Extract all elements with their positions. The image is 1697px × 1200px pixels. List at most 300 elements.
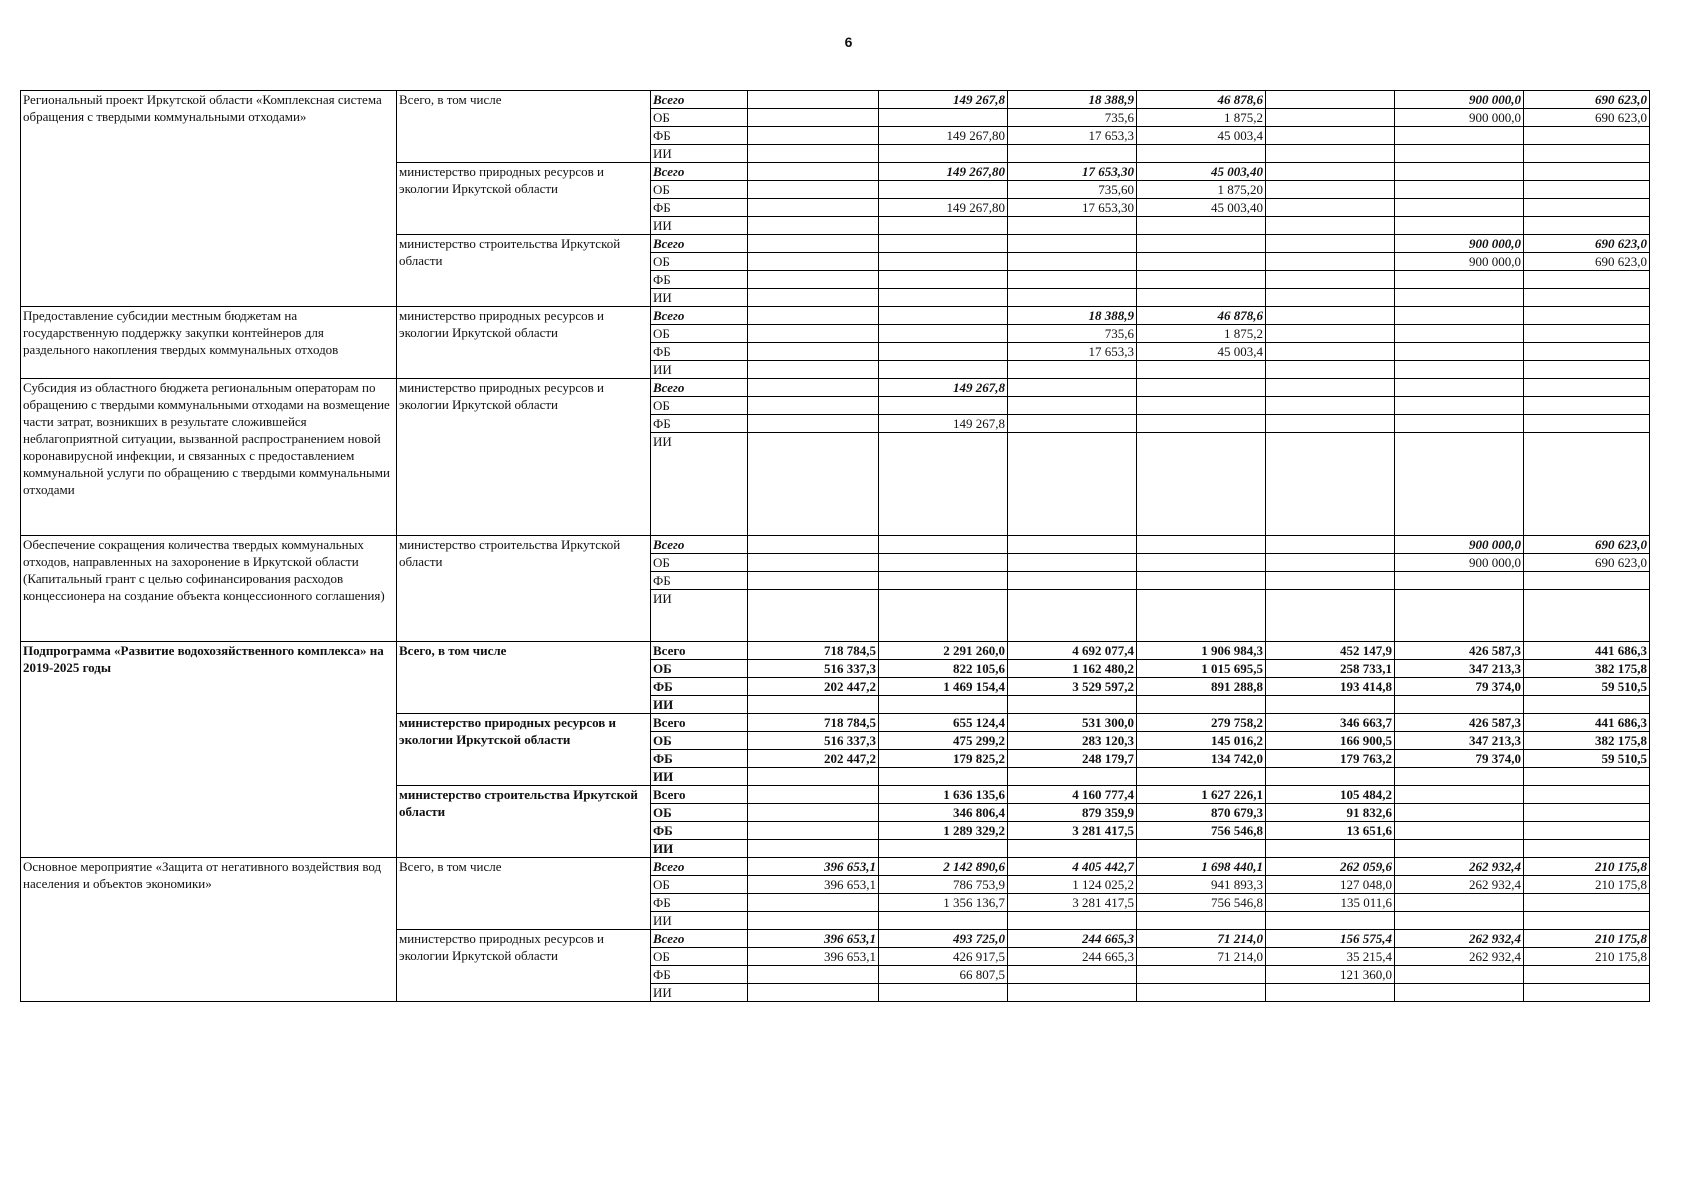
amount-cell — [1395, 289, 1524, 307]
amount-cell — [1395, 415, 1524, 433]
funding-source: ОБ — [651, 876, 748, 894]
amount-cell — [1524, 415, 1650, 433]
amount-cell — [748, 590, 879, 642]
amount-cell: 127 048,0 — [1266, 876, 1395, 894]
amount-cell — [1266, 768, 1395, 786]
funding-source: ОБ — [651, 660, 748, 678]
funding-source: ОБ — [651, 181, 748, 199]
amount-cell — [1137, 840, 1266, 858]
amount-cell — [879, 145, 1008, 163]
amount-cell — [1137, 379, 1266, 397]
amount-cell — [1524, 768, 1650, 786]
funding-source: ОБ — [651, 397, 748, 415]
amount-cell — [879, 554, 1008, 572]
amount-cell — [1524, 379, 1650, 397]
amount-cell — [1008, 415, 1137, 433]
amount-cell — [748, 181, 879, 199]
amount-cell: 262 932,4 — [1395, 930, 1524, 948]
funding-source: ОБ — [651, 948, 748, 966]
amount-cell — [879, 307, 1008, 325]
amount-cell — [1524, 804, 1650, 822]
amount-cell: 735,6 — [1008, 325, 1137, 343]
amount-cell: 202 447,2 — [748, 750, 879, 768]
amount-cell — [1524, 572, 1650, 590]
amount-cell: 45 003,4 — [1137, 127, 1266, 145]
amount-cell: 3 281 417,5 — [1008, 822, 1137, 840]
amount-cell — [1137, 415, 1266, 433]
amount-cell: 279 758,2 — [1137, 714, 1266, 732]
amount-cell — [748, 361, 879, 379]
amount-cell — [1137, 768, 1266, 786]
amount-cell: 690 623,0 — [1524, 109, 1650, 127]
amount-cell — [1395, 127, 1524, 145]
amount-cell: 1 698 440,1 — [1137, 858, 1266, 876]
amount-cell: 718 784,5 — [748, 714, 879, 732]
amount-cell — [1395, 325, 1524, 343]
funding-source: ФБ — [651, 750, 748, 768]
amount-cell — [1266, 397, 1395, 415]
funding-source: ИИ — [651, 984, 748, 1002]
amount-cell: 35 215,4 — [1266, 948, 1395, 966]
amount-cell: 879 359,9 — [1008, 804, 1137, 822]
amount-cell — [1008, 840, 1137, 858]
amount-cell — [879, 253, 1008, 271]
amount-cell: 262 932,4 — [1395, 858, 1524, 876]
amount-cell: 105 484,2 — [1266, 786, 1395, 804]
amount-cell — [1395, 912, 1524, 930]
amount-cell: 690 623,0 — [1524, 536, 1650, 554]
funding-source: ФБ — [651, 966, 748, 984]
amount-cell — [879, 840, 1008, 858]
responsible-executor: Всего, в том числе — [397, 91, 651, 163]
amount-cell — [1008, 768, 1137, 786]
responsible-executor: министерство природных ресурсов и экологии Иркутской области — [397, 930, 651, 1002]
amount-cell: 346 663,7 — [1266, 714, 1395, 732]
amount-cell — [1524, 181, 1650, 199]
funding-source: ОБ — [651, 804, 748, 822]
amount-cell — [1266, 163, 1395, 181]
amount-cell: 66 807,5 — [879, 966, 1008, 984]
amount-cell — [748, 379, 879, 397]
amount-cell: 382 175,8 — [1524, 660, 1650, 678]
amount-cell: 1 124 025,2 — [1008, 876, 1137, 894]
amount-cell — [1266, 199, 1395, 217]
amount-cell: 718 784,5 — [748, 642, 879, 660]
amount-cell — [879, 397, 1008, 415]
amount-cell — [879, 590, 1008, 642]
amount-cell — [1137, 433, 1266, 536]
amount-cell — [1137, 253, 1266, 271]
funding-source: ИИ — [651, 217, 748, 235]
amount-cell: 179 763,2 — [1266, 750, 1395, 768]
responsible-executor: министерство природных ресурсов и экологии Иркутской области — [397, 714, 651, 786]
funding-source: Всего — [651, 163, 748, 181]
amount-cell: 135 011,6 — [1266, 894, 1395, 912]
amount-cell — [1008, 984, 1137, 1002]
amount-cell — [1395, 894, 1524, 912]
amount-cell: 1 875,20 — [1137, 181, 1266, 199]
amount-cell: 18 388,9 — [1008, 91, 1137, 109]
amount-cell: 244 665,3 — [1008, 930, 1137, 948]
amount-cell: 149 267,8 — [879, 91, 1008, 109]
amount-cell — [1266, 127, 1395, 145]
activity-description: Обеспечение сокращения количества твердых коммунальных отходов, направленных на захоронение в Иркутской области (Капитальный грант с целью софинансирования расходов концессионера на создание объекта концессионного соглашения) — [21, 536, 397, 642]
amount-cell: 17 653,3 — [1008, 127, 1137, 145]
funding-source: ИИ — [651, 840, 748, 858]
funding-source: ФБ — [651, 822, 748, 840]
amount-cell: 262 932,4 — [1395, 876, 1524, 894]
amount-cell — [748, 163, 879, 181]
amount-cell: 17 653,30 — [1008, 163, 1137, 181]
amount-cell: 121 360,0 — [1266, 966, 1395, 984]
amount-cell — [748, 217, 879, 235]
amount-cell — [1524, 966, 1650, 984]
amount-cell — [1524, 361, 1650, 379]
amount-cell — [879, 536, 1008, 554]
amount-cell: 382 175,8 — [1524, 732, 1650, 750]
amount-cell — [1266, 361, 1395, 379]
amount-cell: 900 000,0 — [1395, 91, 1524, 109]
amount-cell — [1524, 163, 1650, 181]
amount-cell — [748, 433, 879, 536]
amount-cell: 1 162 480,2 — [1008, 660, 1137, 678]
amount-cell — [1266, 554, 1395, 572]
amount-cell — [879, 696, 1008, 714]
amount-cell — [1008, 433, 1137, 536]
amount-cell: 149 267,8 — [879, 379, 1008, 397]
amount-cell — [1395, 768, 1524, 786]
table-row — [21, 536, 1650, 554]
amount-cell: 900 000,0 — [1395, 253, 1524, 271]
amount-cell: 248 179,7 — [1008, 750, 1137, 768]
amount-cell — [748, 840, 879, 858]
funding-source: ФБ — [651, 678, 748, 696]
amount-cell: 262 932,4 — [1395, 948, 1524, 966]
amount-cell: 690 623,0 — [1524, 554, 1650, 572]
amount-cell: 1 875,2 — [1137, 325, 1266, 343]
funding-source: Всего — [651, 786, 748, 804]
amount-cell: 346 806,4 — [879, 804, 1008, 822]
funding-source: ИИ — [651, 145, 748, 163]
amount-cell — [1266, 343, 1395, 361]
amount-cell — [1266, 984, 1395, 1002]
amount-cell — [1395, 966, 1524, 984]
amount-cell — [1266, 590, 1395, 642]
funding-source: ФБ — [651, 894, 748, 912]
responsible-executor: министерство строительства Иркутской области — [397, 235, 651, 307]
amount-cell: 347 213,3 — [1395, 660, 1524, 678]
amount-cell: 441 686,3 — [1524, 642, 1650, 660]
amount-cell — [879, 343, 1008, 361]
amount-cell — [748, 145, 879, 163]
amount-cell — [1266, 696, 1395, 714]
responsible-executor: министерство природных ресурсов и экологии Иркутской области — [397, 307, 651, 379]
amount-cell — [1008, 235, 1137, 253]
amount-cell: 756 546,8 — [1137, 894, 1266, 912]
amount-cell — [748, 894, 879, 912]
amount-cell: 900 000,0 — [1395, 554, 1524, 572]
amount-cell — [1395, 343, 1524, 361]
amount-cell — [1524, 822, 1650, 840]
amount-cell: 202 447,2 — [748, 678, 879, 696]
amount-cell — [1524, 325, 1650, 343]
amount-cell — [1395, 181, 1524, 199]
amount-cell — [879, 768, 1008, 786]
page-number: 6 — [844, 34, 853, 50]
amount-cell — [1008, 145, 1137, 163]
amount-cell: 475 299,2 — [879, 732, 1008, 750]
amount-cell: 210 175,8 — [1524, 930, 1650, 948]
amount-cell — [1008, 696, 1137, 714]
amount-cell: 59 510,5 — [1524, 750, 1650, 768]
amount-cell: 283 120,3 — [1008, 732, 1137, 750]
amount-cell — [1395, 307, 1524, 325]
amount-cell — [1008, 912, 1137, 930]
amount-cell: 396 653,1 — [748, 930, 879, 948]
amount-cell — [1137, 361, 1266, 379]
amount-cell — [1266, 415, 1395, 433]
table-row — [21, 858, 1650, 876]
amount-cell — [748, 572, 879, 590]
amount-cell — [1008, 572, 1137, 590]
funding-source: ФБ — [651, 271, 748, 289]
amount-cell — [748, 199, 879, 217]
funding-source: ИИ — [651, 433, 748, 536]
amount-cell — [1524, 199, 1650, 217]
amount-cell — [1524, 912, 1650, 930]
amount-cell — [748, 554, 879, 572]
amount-cell: 690 623,0 — [1524, 253, 1650, 271]
amount-cell — [1008, 361, 1137, 379]
responsible-executor: министерство строительства Иркутской области — [397, 786, 651, 858]
amount-cell: 347 213,3 — [1395, 732, 1524, 750]
amount-cell — [1395, 786, 1524, 804]
amount-cell — [1524, 696, 1650, 714]
amount-cell — [1395, 379, 1524, 397]
amount-cell — [1395, 696, 1524, 714]
amount-cell — [748, 397, 879, 415]
amount-cell — [879, 289, 1008, 307]
amount-cell — [748, 325, 879, 343]
amount-cell: 441 686,3 — [1524, 714, 1650, 732]
funding-source: Всего — [651, 307, 748, 325]
amount-cell: 149 267,8 — [879, 415, 1008, 433]
funding-source: ИИ — [651, 696, 748, 714]
amount-cell — [879, 217, 1008, 235]
amount-cell — [1524, 307, 1650, 325]
amount-cell — [748, 696, 879, 714]
amount-cell — [1524, 984, 1650, 1002]
amount-cell: 690 623,0 — [1524, 91, 1650, 109]
amount-cell — [1137, 984, 1266, 1002]
amount-cell: 134 742,0 — [1137, 750, 1266, 768]
amount-cell — [879, 433, 1008, 536]
amount-cell — [879, 361, 1008, 379]
amount-cell — [1395, 163, 1524, 181]
amount-cell: 210 175,8 — [1524, 858, 1650, 876]
table-row — [21, 379, 1650, 397]
funding-source: ФБ — [651, 415, 748, 433]
funding-source: ФБ — [651, 572, 748, 590]
amount-cell — [1524, 145, 1650, 163]
amount-cell — [1137, 289, 1266, 307]
amount-cell — [1137, 235, 1266, 253]
funding-source: Всего — [651, 235, 748, 253]
amount-cell — [1524, 271, 1650, 289]
amount-cell: 1 636 135,6 — [879, 786, 1008, 804]
amount-cell — [748, 768, 879, 786]
amount-cell: 145 016,2 — [1137, 732, 1266, 750]
amount-cell: 244 665,3 — [1008, 948, 1137, 966]
amount-cell — [1266, 325, 1395, 343]
amount-cell — [1137, 397, 1266, 415]
amount-cell: 46 878,6 — [1137, 307, 1266, 325]
amount-cell — [748, 271, 879, 289]
amount-cell: 1 356 136,7 — [879, 894, 1008, 912]
funding-source: Всего — [651, 858, 748, 876]
amount-cell — [1137, 572, 1266, 590]
amount-cell — [1395, 217, 1524, 235]
amount-cell — [1008, 289, 1137, 307]
funding-source: Всего — [651, 642, 748, 660]
amount-cell: 1 906 984,3 — [1137, 642, 1266, 660]
amount-cell — [1266, 536, 1395, 554]
amount-cell: 941 893,3 — [1137, 876, 1266, 894]
funding-source: Всего — [651, 91, 748, 109]
amount-cell: 59 510,5 — [1524, 678, 1650, 696]
activity-description: Подпрограмма «Развитие водохозяйственного комплекса» на 2019-2025 годы — [21, 642, 397, 858]
amount-cell — [1266, 307, 1395, 325]
funding-source: ИИ — [651, 361, 748, 379]
amount-cell — [1266, 271, 1395, 289]
amount-cell: 396 653,1 — [748, 858, 879, 876]
activity-description: Субсидия из областного бюджета региональным операторам по обращению с твердыми коммунальными отходами на возмещение части затрат, возникших в результате сложившейся неблагоприятной ситуации, вызванной распространением новой коронавирусной инфекции, и связанных с предоставлением коммунальной услуги по обращению с твердыми коммунальными отходами — [21, 379, 397, 536]
amount-cell: 149 267,80 — [879, 163, 1008, 181]
amount-cell: 516 337,3 — [748, 732, 879, 750]
amount-cell: 735,6 — [1008, 109, 1137, 127]
amount-cell — [1266, 433, 1395, 536]
amount-cell: 4 160 777,4 — [1008, 786, 1137, 804]
amount-cell: 210 175,8 — [1524, 876, 1650, 894]
amount-cell: 396 653,1 — [748, 876, 879, 894]
amount-cell — [1395, 271, 1524, 289]
amount-cell — [879, 181, 1008, 199]
amount-cell: 17 653,30 — [1008, 199, 1137, 217]
amount-cell: 870 679,3 — [1137, 804, 1266, 822]
amount-cell — [1137, 271, 1266, 289]
amount-cell — [1008, 271, 1137, 289]
amount-cell: 71 214,0 — [1137, 948, 1266, 966]
amount-cell — [1395, 433, 1524, 536]
amount-cell — [1266, 840, 1395, 858]
amount-cell: 79 374,0 — [1395, 678, 1524, 696]
amount-cell — [879, 912, 1008, 930]
amount-cell: 79 374,0 — [1395, 750, 1524, 768]
amount-cell — [748, 912, 879, 930]
amount-cell — [1266, 572, 1395, 590]
amount-cell: 45 003,4 — [1137, 343, 1266, 361]
amount-cell — [1266, 145, 1395, 163]
amount-cell — [1395, 822, 1524, 840]
amount-cell — [1395, 397, 1524, 415]
amount-cell: 3 281 417,5 — [1008, 894, 1137, 912]
amount-cell — [1137, 696, 1266, 714]
amount-cell: 46 878,6 — [1137, 91, 1266, 109]
amount-cell — [879, 325, 1008, 343]
amount-cell — [1524, 894, 1650, 912]
amount-cell — [1524, 397, 1650, 415]
funding-source: ОБ — [651, 109, 748, 127]
amount-cell — [748, 289, 879, 307]
amount-cell: 71 214,0 — [1137, 930, 1266, 948]
amount-cell: 179 825,2 — [879, 750, 1008, 768]
amount-cell — [1395, 590, 1524, 642]
amount-cell: 18 388,9 — [1008, 307, 1137, 325]
amount-cell — [879, 572, 1008, 590]
amount-cell — [748, 307, 879, 325]
funding-source: ОБ — [651, 253, 748, 271]
activity-description: Основное мероприятие «Защита от негативного воздействия вод населения и объектов экономики» — [21, 858, 397, 1002]
amount-cell: 900 000,0 — [1395, 109, 1524, 127]
amount-cell: 193 414,8 — [1266, 678, 1395, 696]
amount-cell: 531 300,0 — [1008, 714, 1137, 732]
amount-cell: 426 587,3 — [1395, 714, 1524, 732]
amount-cell — [748, 966, 879, 984]
responsible-executor: министерство природных ресурсов и экологии Иркутской области — [397, 379, 651, 536]
amount-cell — [1137, 912, 1266, 930]
amount-cell — [1266, 289, 1395, 307]
amount-cell: 1 875,2 — [1137, 109, 1266, 127]
amount-cell: 1 627 226,1 — [1137, 786, 1266, 804]
funding-source: Всего — [651, 930, 748, 948]
amount-cell — [1266, 379, 1395, 397]
amount-cell: 516 337,3 — [748, 660, 879, 678]
responsible-executor: Всего, в том числе — [397, 858, 651, 930]
amount-cell: 756 546,8 — [1137, 822, 1266, 840]
activity-description: Региональный проект Иркутской области «Комплексная система обращения с твердыми коммунальными отходами» — [21, 91, 397, 307]
table-row — [21, 91, 1650, 109]
amount-cell — [748, 235, 879, 253]
amount-cell: 45 003,40 — [1137, 199, 1266, 217]
amount-cell — [1266, 235, 1395, 253]
amount-cell — [1137, 145, 1266, 163]
amount-cell: 2 291 260,0 — [879, 642, 1008, 660]
funding-source: Всего — [651, 714, 748, 732]
amount-cell: 822 105,6 — [879, 660, 1008, 678]
amount-cell — [1524, 433, 1650, 536]
amount-cell — [1266, 109, 1395, 127]
responsible-executor: министерство строительства Иркутской области — [397, 536, 651, 642]
amount-cell — [1266, 217, 1395, 235]
funding-source: ИИ — [651, 768, 748, 786]
amount-cell — [1008, 536, 1137, 554]
amount-cell: 396 653,1 — [748, 948, 879, 966]
funding-source: ИИ — [651, 912, 748, 930]
amount-cell — [1524, 127, 1650, 145]
amount-cell — [1395, 145, 1524, 163]
amount-cell: 149 267,80 — [879, 127, 1008, 145]
amount-cell — [748, 822, 879, 840]
amount-cell — [1137, 966, 1266, 984]
amount-cell — [1008, 379, 1137, 397]
amount-cell — [1137, 590, 1266, 642]
responsible-executor: Всего, в том числе — [397, 642, 651, 714]
amount-cell: 690 623,0 — [1524, 235, 1650, 253]
amount-cell — [1266, 253, 1395, 271]
amount-cell: 156 575,4 — [1266, 930, 1395, 948]
amount-cell — [1137, 554, 1266, 572]
funding-source: Всего — [651, 536, 748, 554]
